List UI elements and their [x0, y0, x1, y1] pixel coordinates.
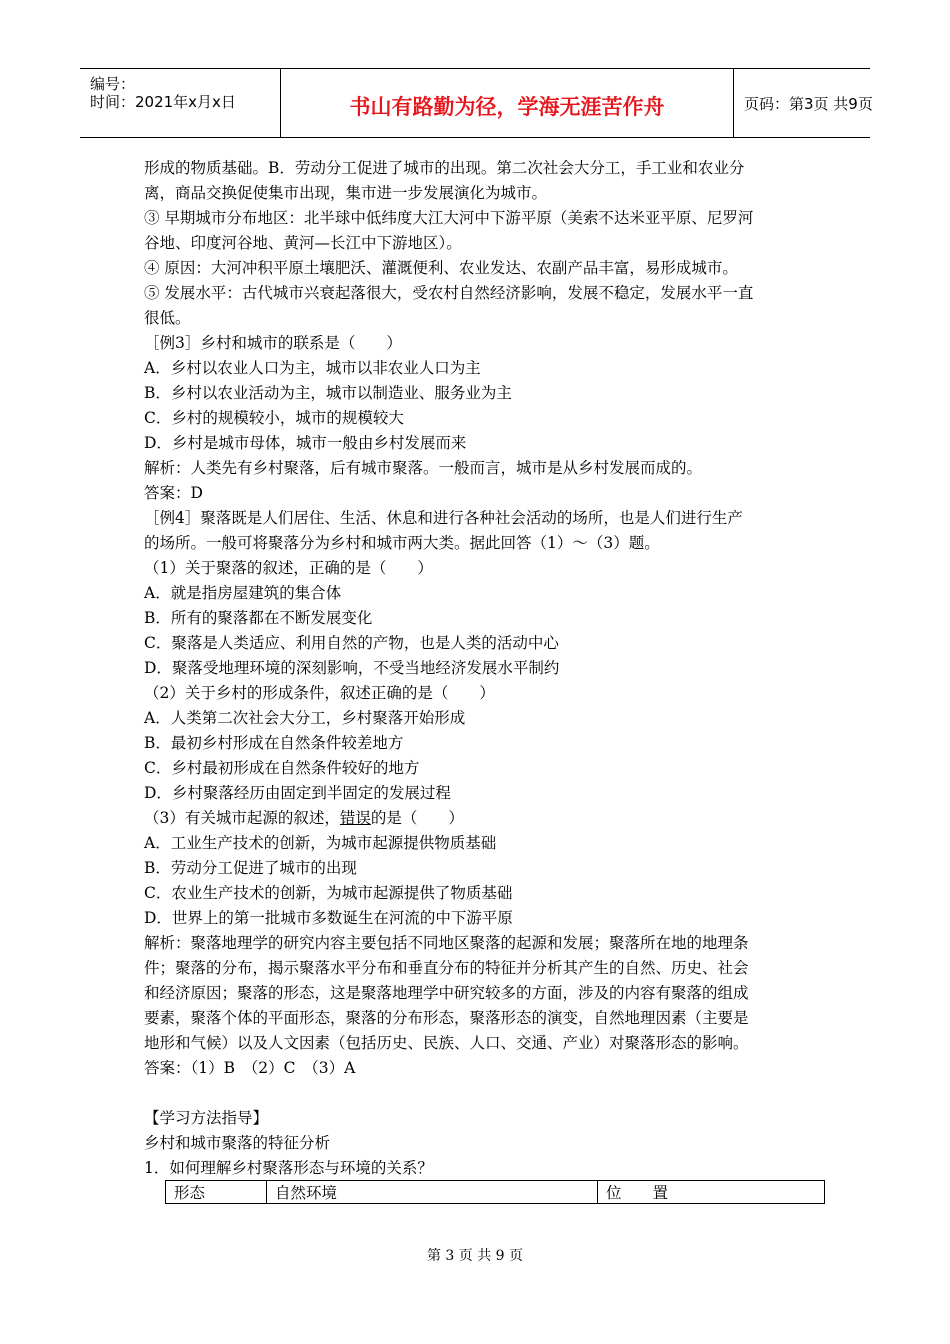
subquestion-3	[144, 806, 814, 831]
analysis-line: 地形和气候）以及人文因素（包括历史、民族、人口、交通、产业）对聚落形态的影响。	[144, 1034, 749, 1052]
text-line: ⑤ 发展水平：古代城市兴衰起落很大，受农村自然经济影响，发展不稳定，发展水平一直	[144, 284, 754, 302]
section-subheading: 乡村和城市聚落的特征分析	[144, 1134, 331, 1152]
header-page-cell	[734, 69, 873, 137]
text-line: ④ 原因：大河冲积平原土壤肥沃、灌溉便利、农业发达、农副产品丰富，易形成城市。	[144, 259, 738, 277]
spacer	[144, 1081, 814, 1106]
page-footer: 第 3 页 共 9 页	[426, 1248, 524, 1264]
analysis-line: 解析：聚落地理学的研究内容主要包括不同地区聚落的起源和发展；聚落所在地的地理条	[144, 934, 749, 952]
option-line: D．乡村聚落经历由固定到半固定的发展过程	[144, 784, 451, 802]
answer-line: 答案：D	[144, 484, 203, 502]
option-line: B．乡村以农业活动为主，城市以制造业、服务业为主	[144, 384, 512, 402]
option-line: C．乡村的规模较小，城市的规模较大	[144, 409, 404, 427]
table-header-row	[166, 1181, 825, 1204]
question-line: 1．如何理解乡村聚落形态与环境的关系？	[144, 1159, 433, 1177]
header-motto: 书山有路勤为径，学海无涯苦作舟	[349, 95, 665, 119]
document-body	[144, 156, 814, 1181]
option-line: C．农业生产技术的创新，为城市起源提供了物质基础	[144, 884, 513, 902]
text-line: 形成的物质基础。B．劳动分工促进了城市的出现。第二次社会大分工，手工业和农业分	[144, 159, 745, 177]
analysis-line: 件；聚落的分布，揭示聚落水平分布和垂直分布的特征并分析其产生的自然、历史、社会	[144, 959, 749, 977]
subquestion-2: （2）关于乡村的形成条件，叙述正确的是（ ）	[144, 684, 495, 702]
option-line: D．乡村是城市母体，城市一般由乡村发展而来	[144, 434, 467, 452]
subquestion-3-suffix: 的是（ ）	[370, 809, 464, 827]
option-line: A．就是指房屋建筑的集合体	[144, 584, 342, 602]
text-line: ③ 早期城市分布地区：北半球中低纬度大江大河中下游平原（美索不达米亚平原、尼罗河	[144, 209, 754, 227]
analysis-line: 和经济原因；聚落的形态，这是聚落地理学中研究较多的方面，涉及的内容有聚落的组成	[144, 984, 749, 1002]
text-line: 谷地、印度河谷地、黄河—长江中下游地区）。	[144, 234, 462, 252]
document-date-label: 时间：2021年x月x日	[90, 93, 236, 111]
subquestion-3-prefix: （3）有关城市起源的叙述，	[144, 809, 340, 827]
header-page-number: 页码：第3页 共9页	[744, 95, 873, 113]
document-number-label: 编号：	[90, 75, 136, 93]
option-line: A．人类第二次社会大分工，乡村聚落开始形成	[144, 709, 466, 727]
header-motto-cell	[281, 69, 734, 137]
option-line: D．聚落受地理环境的深刻影响，不受当地经济发展水平制约	[144, 659, 560, 677]
text-line: 离，商品交换促使集市出现，集市进一步发展演化为城市。	[144, 184, 548, 202]
answer-line: 答案：（1）B （2）C （3）A	[144, 1059, 356, 1077]
example-4-question: ［例4］聚落既是人们居住、生活、休息和进行各种社会活动的场所，也是人们进行生产	[144, 509, 743, 527]
option-line: B．劳动分工促进了城市的出现	[144, 859, 357, 877]
example-3-question: ［例3］乡村和城市的联系是（ ）	[144, 334, 402, 352]
analysis-line: 解析：人类先有乡村聚落，后有城市聚落。一般而言，城市是从乡村发展而成的。	[144, 459, 703, 477]
page-header	[80, 68, 873, 138]
table-header-cell: 位 置	[598, 1181, 825, 1204]
option-line: B．最初乡村形成在自然条件较差地方	[144, 734, 404, 752]
subquestion-1: （1）关于聚落的叙述，正确的是（ ）	[144, 559, 433, 577]
analysis-line: 要素，聚落个体的平面形态，聚落的分布形态，聚落形态的演变，自然地理因素（主要是	[144, 1009, 749, 1027]
option-line: D．世界上的第一批城市多数诞生在河流的中下游平原	[144, 909, 513, 927]
settlement-form-table	[165, 1180, 825, 1204]
text-line: 的场所。一般可将聚落分为乡村和城市两大类。据此回答（1）～（3）题。	[144, 534, 660, 552]
subquestion-3-underlined: 错误	[339, 809, 371, 827]
option-line: B．所有的聚落都在不断发展变化	[144, 609, 373, 627]
header-left-cell	[80, 69, 281, 137]
table-header-cell: 形态	[166, 1181, 267, 1204]
table-header-cell: 自然环境	[267, 1181, 598, 1204]
option-line: A．工业生产技术的创新，为城市起源提供物质基础	[144, 834, 497, 852]
section-heading: 【学习方法指导】	[144, 1109, 269, 1127]
option-line: A．乡村以农业人口为主，城市以非农业人口为主	[144, 359, 481, 377]
option-line: C．乡村最初形成在自然条件较好的地方	[144, 759, 420, 777]
option-line: C．聚落是人类适应、利用自然的产物，也是人类的活动中心	[144, 634, 559, 652]
text-line: 很低。	[144, 309, 191, 327]
